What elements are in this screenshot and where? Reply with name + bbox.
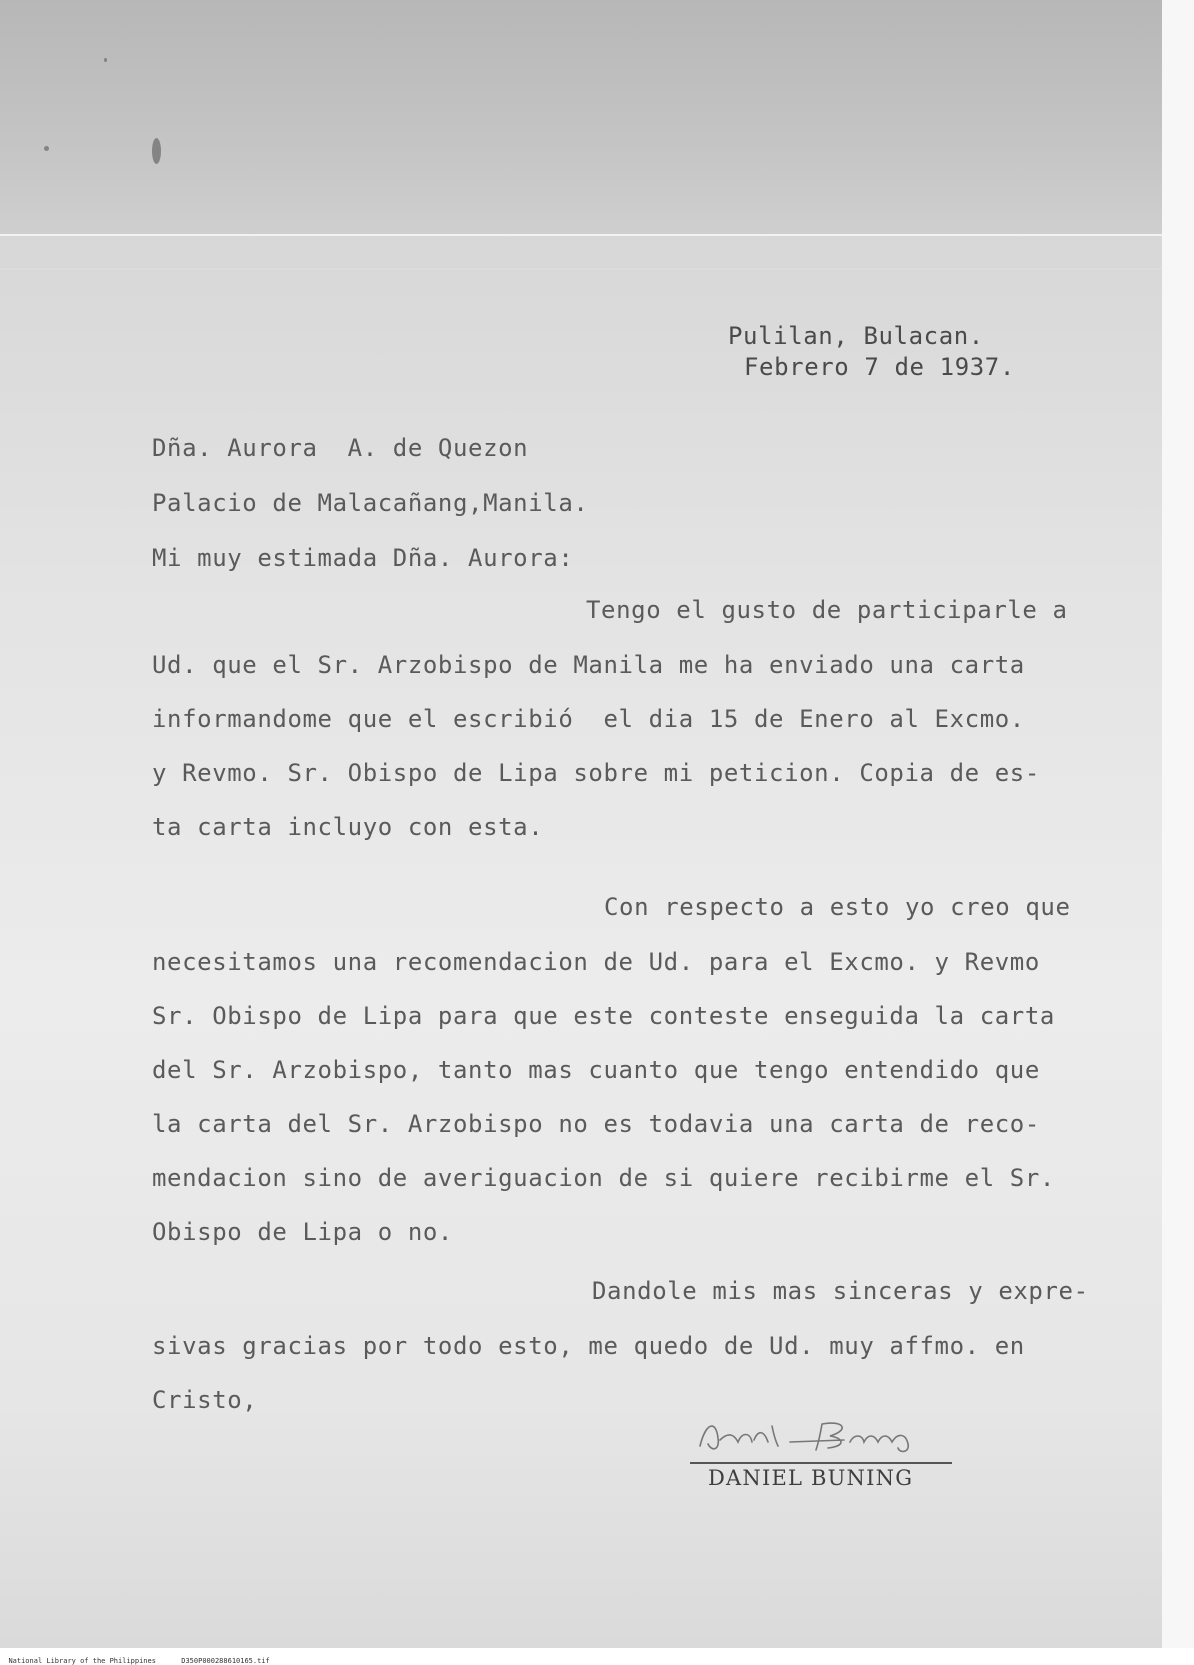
paragraph-2-line: necesitamos una recomendacion de Ud. para el Excmo. y Revmo: [152, 948, 1040, 976]
ink-speck: [44, 146, 49, 151]
paragraph-2-line: la carta del Sr. Arzobispo no es todavia una carta de reco-: [152, 1110, 1040, 1138]
handwritten-signature: [694, 1412, 956, 1456]
page-edge: [1162, 0, 1194, 1648]
top-shaded-band: [0, 0, 1162, 235]
ink-speck: [104, 58, 107, 62]
signer-name: DANIEL BUNING: [708, 1466, 914, 1490]
footer-file-id: D350P000288610165.tif: [181, 1657, 270, 1665]
paragraph-2-line: Con respecto a esto yo creo que: [604, 893, 1071, 921]
footer-institution: National Library of the Philippines: [8, 1657, 156, 1665]
paragraph-3-line: Cristo,: [152, 1386, 258, 1414]
letter-date: Febrero 7 de 1937.: [744, 353, 1015, 381]
paragraph-2-line: Obispo de Lipa o no.: [152, 1218, 453, 1246]
signature-rule: [690, 1462, 952, 1464]
paragraph-1-line: informandome que el escribió el dia 15 de Enero al Excmo.: [152, 705, 1025, 733]
fold-line-lower: [0, 268, 1162, 270]
addressee-place: Palacio de Malacañang,Manila.: [152, 489, 589, 517]
letter-place: Pulilan, Bulacan.: [728, 322, 984, 350]
paragraph-1-line: y Revmo. Sr. Obispo de Lipa sobre mi peticion. Copia de es-: [152, 759, 1040, 787]
paragraph-2-line: Sr. Obispo de Lipa para que este conteste enseguida la carta: [152, 1002, 1055, 1030]
salutation: Mi muy estimada Dña. Aurora:: [152, 544, 574, 572]
scan-footer: [0, 1649, 270, 1665]
paragraph-2-line: del Sr. Arzobispo, tanto mas cuanto que tengo entendido que: [152, 1056, 1040, 1084]
paragraph-3-line: sivas gracias por todo esto, me quedo de Ud. muy affmo. en: [152, 1332, 1025, 1360]
paragraph-1-line: Ud. que el Sr. Arzobispo de Manila me ha enviado una carta: [152, 651, 1025, 679]
fold-line: [0, 234, 1162, 236]
addressee-name: Dña. Aurora A. de Quezon: [152, 434, 529, 462]
paragraph-2-line: mendacion sino de averiguacion de si quiere recibirme el Sr.: [152, 1164, 1055, 1192]
ink-smudge: [152, 138, 161, 164]
paragraph-1-line: Tengo el gusto de participarle a: [586, 596, 1068, 624]
paragraph-1-line: ta carta incluyo con esta.: [152, 813, 544, 841]
paragraph-3-line: Dandole mis mas sinceras y expre-: [592, 1277, 1089, 1305]
